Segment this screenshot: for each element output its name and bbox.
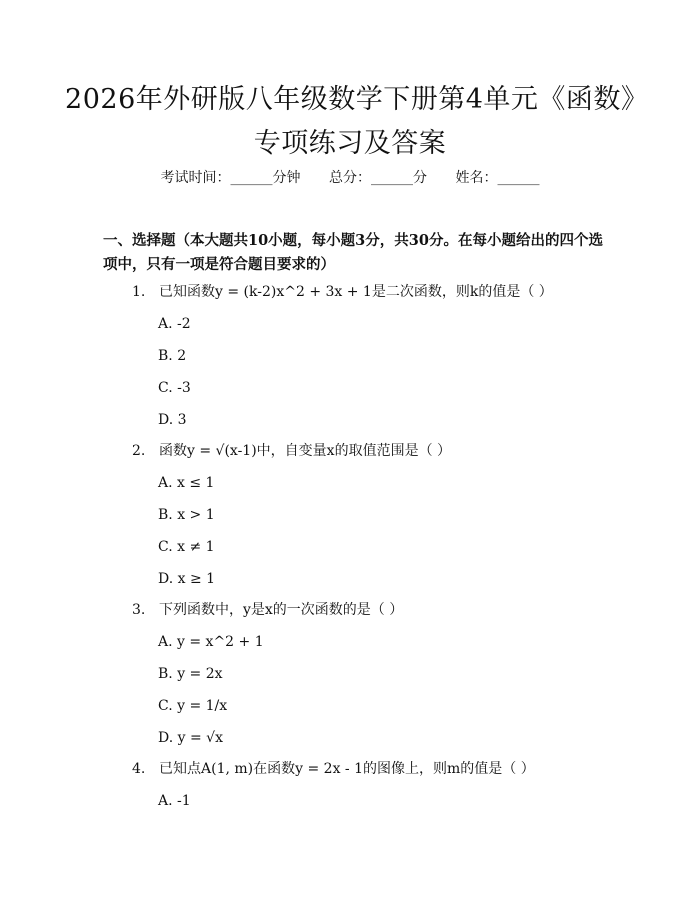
question-text: 函数y = √(x-1)中，自变量x的取值范围是（ ） [159,443,452,459]
question-item [132,759,535,779]
answer-option: C. y = 1/x [158,698,228,714]
question-number: 2. [132,443,146,459]
answer-option: D. 3 [158,412,187,428]
section-heading: 一、选择题（本大题共10小题，每小题3分，共30分。在每小题给出的四个选项中，只有一项是符合题目要求的） [103,232,603,273]
question-number: 1. [132,284,146,300]
exam-info-line [0,168,700,188]
answer-option: A. -1 [158,793,191,809]
student-name-field: 姓名：______ [455,170,540,186]
answer-option: A. y = x^2 + 1 [158,634,264,650]
question-number: 3. [132,602,146,618]
question-text: 下列函数中，y是x的一次函数的是（ ） [159,602,404,618]
answer-option: B. y = 2x [158,666,223,682]
answer-option: B. 2 [158,348,187,364]
answer-option: A. -2 [158,316,191,332]
answer-option: B. x > 1 [158,507,215,523]
exam-time-field: 考试时间：______分钟 [160,170,301,186]
answer-option: A. x ≤ 1 [158,475,215,491]
question-text: 已知函数y = (k-2)x^2 + 3x + 1是二次函数，则k的值是（ ） [159,284,553,300]
answer-option: C. x ≠ 1 [158,539,215,555]
question-item [132,441,451,461]
answer-option: D. y = √x [158,730,223,746]
answer-option: C. -3 [158,380,191,396]
question-item [132,600,403,620]
answer-option: D. x ≥ 1 [158,571,216,587]
question-item [132,282,553,302]
question-number: 4. [132,761,146,777]
document-title: 2026年外研版八年级数学下册第4单元《函数》专项练习及答案 [65,84,635,159]
total-score-field: 总分：______分 [329,170,427,186]
question-text: 已知点A(1, m)在函数y = 2x - 1的图像上，则m的值是（ ） [159,761,535,777]
